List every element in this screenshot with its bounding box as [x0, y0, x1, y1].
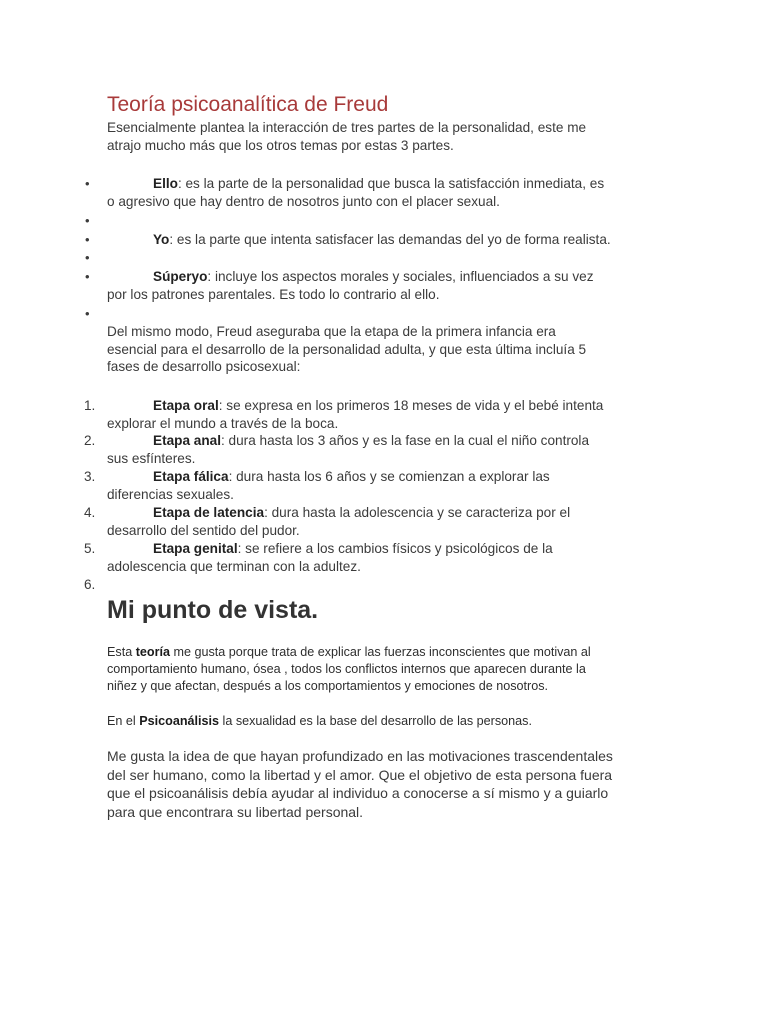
item-text: : dura hasta los 3 años y es la fase en la cual el niño controla: [221, 433, 590, 448]
term-etapa-latencia: Etapa de latencia: [153, 505, 265, 520]
list-number: 2.: [84, 433, 96, 448]
item-text: : dura hasta los 6 años y se comienzan a explorar las: [228, 469, 550, 484]
bullet-marker: •: [85, 250, 90, 265]
item-text-cont: por los patrones parentales. Es todo lo contrario al ello.: [107, 286, 440, 302]
list-number: 3.: [84, 469, 96, 484]
item-text-cont: sus esfínteres.: [107, 450, 196, 466]
term-etapa-genital: Etapa genital: [153, 541, 238, 556]
mid-paragraph: Del mismo modo, Freud aseguraba que la etapa de la primera infancia era esencial para el desarrollo de la personalidad adulta, y que esta última incluía 5 fases de desarrollo psicosexual:: [107, 324, 587, 374]
bold-term: teoría: [135, 645, 170, 659]
list-item-superyo: [107, 268, 677, 303]
bullet-marker: •: [85, 232, 90, 247]
bullet-marker: •: [85, 269, 90, 284]
item-text-cont: adolescencia que terminan con la adultez.: [107, 558, 361, 574]
text: me gusta porque trata de explicar las fuerzas inconscientes que motivan al comportamiento humano, ósea , todos los conflictos internos que aparecen durante la niñez y que afectan, después a los comportamientos y emociones de nosotros.: [107, 645, 591, 693]
list-number: 5.: [84, 541, 96, 556]
text: la sexualidad es la base del desarrollo de las personas.: [219, 714, 532, 728]
term-superyo: Súperyo: [153, 269, 208, 284]
list-item-etapa-oral: [107, 397, 677, 432]
list-item-etapa-latencia: [107, 504, 677, 539]
term-etapa-falica: Etapa fálica: [153, 469, 229, 484]
term-yo: Yo: [153, 232, 170, 247]
item-text: : es la parte que intenta satisfacer las demandas del yo de forma realista.: [169, 232, 611, 247]
bullet-marker: •: [85, 176, 90, 191]
item-text-cont: o agresivo que hay dentro de nosotros junto con el placer sexual.: [107, 193, 500, 209]
list-item-etapa-falica: [107, 468, 677, 503]
item-text-cont: diferencias sexuales.: [107, 486, 234, 502]
bold-term: Psicoanálisis: [139, 714, 220, 728]
bullet-marker: •: [85, 306, 90, 321]
view-paragraph-2: [107, 713, 687, 730]
term-ello: Ello: [153, 176, 178, 191]
list-number: 4.: [84, 505, 96, 520]
item-text: : se expresa en los primeros 18 meses de vida y el bebé intenta: [218, 398, 604, 413]
list-item-etapa-genital: [107, 540, 677, 575]
bullet-marker: •: [85, 213, 90, 228]
item-text-cont: desarrollo del sentido del pudor.: [107, 522, 300, 538]
view-paragraph-3: Me gusta la idea de que hayan profundizado en las motivaciones trascendentales del ser humano, como la libertad y el amor. Que el objetivo de esta persona fuera que el psicoanálisis debía ayudar al individuo a conocerse a sí mismo y a guiarlo para que encontrara su libertad personal.: [107, 748, 613, 820]
list-item-yo: [107, 231, 677, 249]
term-etapa-anal: Etapa anal: [153, 433, 221, 448]
text: En el: [107, 714, 140, 728]
term-etapa-oral: Etapa oral: [153, 398, 219, 413]
view-paragraph-1: [107, 644, 687, 695]
list-item-ello: [107, 175, 677, 210]
section-heading: Mi punto de vista.: [107, 596, 319, 624]
item-text-cont: explorar el mundo a través de la boca.: [107, 415, 339, 431]
item-text: : es la parte de la personalidad que busca la satisfacción inmediata, es: [177, 176, 605, 191]
list-number: 1.: [84, 398, 96, 413]
list-item-etapa-anal: [107, 432, 677, 467]
intro-paragraph: Esencialmente plantea la interacción de tres partes de la personalidad, este me atrajo mucho más que los otros temas por estas 3 partes.: [107, 120, 587, 153]
item-text: : dura hasta la adolescencia y se caracteriza por el: [264, 505, 571, 520]
item-text: : se refiere a los cambios físicos y psicológicos de la: [237, 541, 553, 556]
item-text: : incluye los aspectos morales y sociales, influenciados a su vez: [207, 269, 594, 284]
text: Esta: [107, 645, 136, 659]
list-number: 6.: [84, 577, 96, 592]
page-title: Teoría psicoanalítica de Freud: [107, 93, 389, 116]
